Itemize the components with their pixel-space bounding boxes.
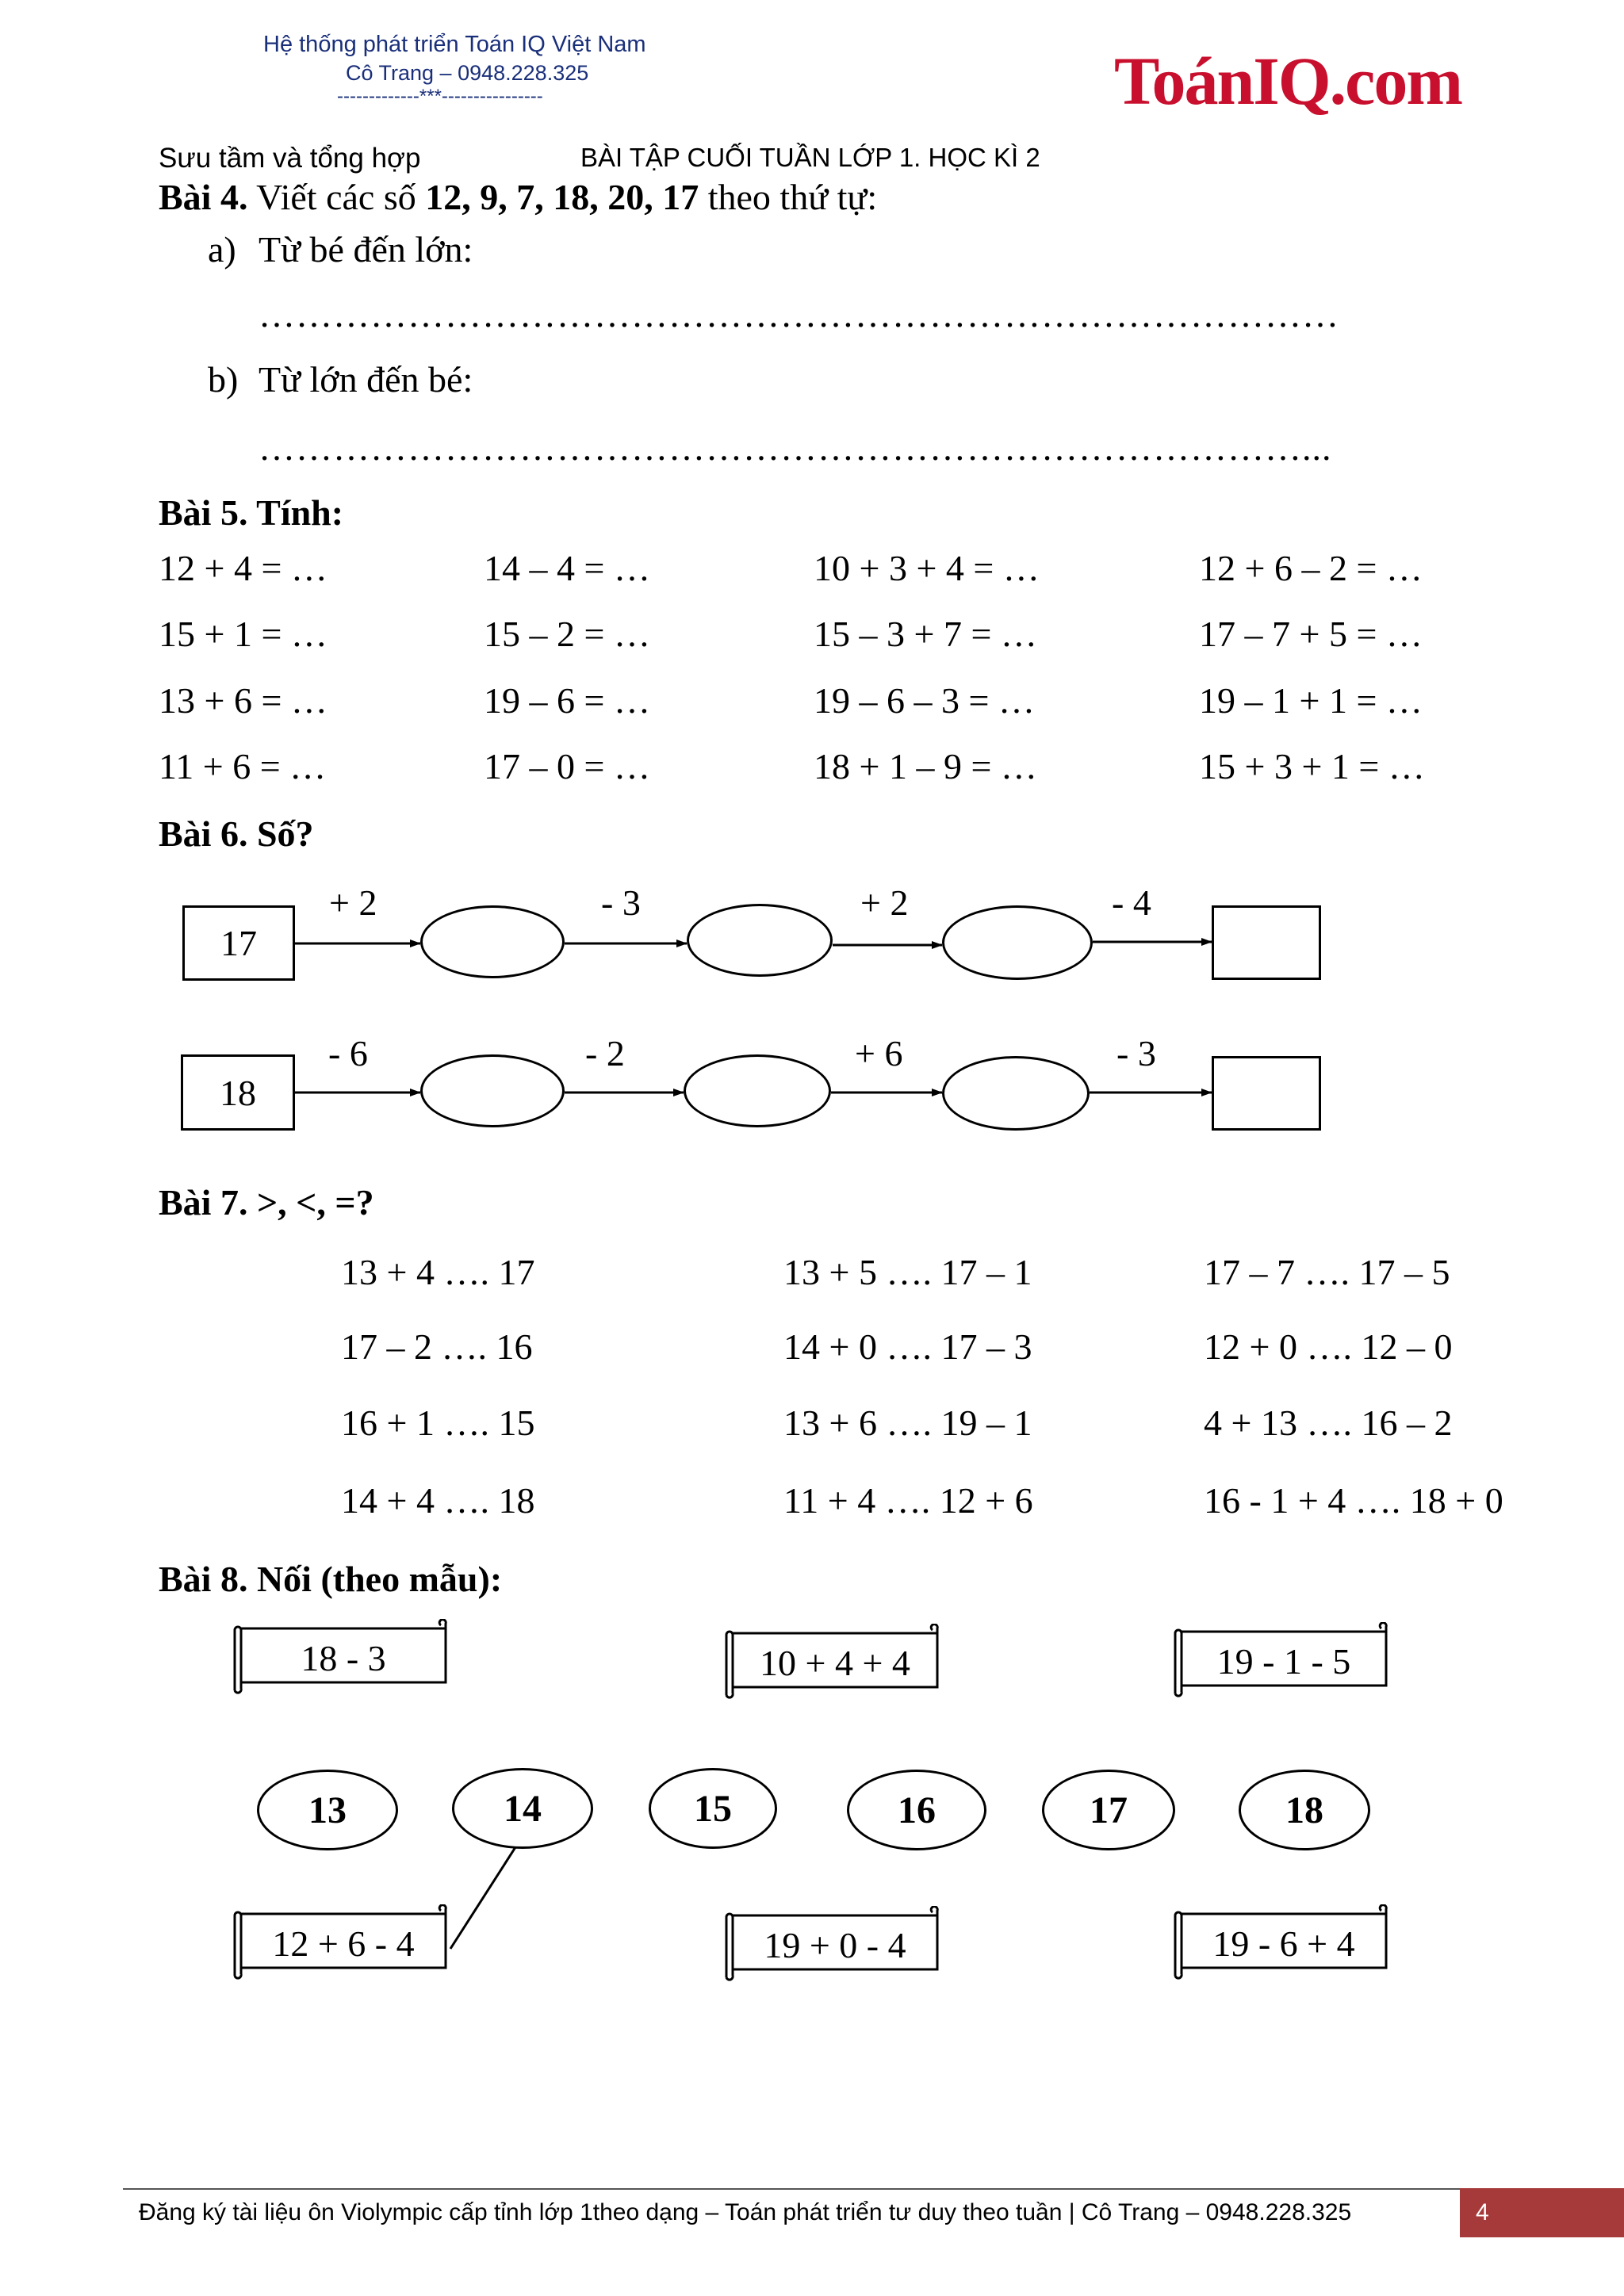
top-scroll-label: 18 - 3: [301, 1637, 386, 1678]
number-oval[interactable]: 18: [1239, 1770, 1370, 1850]
bai7-item[interactable]: 17 – 7 …. 17 – 5: [1204, 1252, 1450, 1292]
bai5-item: 15 + 1 = …: [159, 614, 327, 654]
chain2-op: - 3: [1116, 1033, 1156, 1073]
bai7-item[interactable]: 14 + 0 …. 17 – 3: [783, 1326, 1032, 1367]
bai5-item: 15 – 3 + 7 = …: [814, 614, 1037, 654]
page-number-badge: [1460, 2188, 1624, 2237]
top-scroll[interactable]: [230, 1619, 452, 1695]
chain1-start-box: 17: [182, 905, 295, 981]
bai7-item[interactable]: 14 + 4 …. 18: [341, 1480, 535, 1521]
bai4-b-label: b): [208, 359, 239, 400]
bai4-text-post: theo thứ tự:: [699, 177, 878, 217]
bai7-item[interactable]: 12 + 0 …. 12 – 0: [1204, 1326, 1453, 1367]
bottom-scroll-label: 12 + 6 - 4: [272, 1923, 415, 1964]
bai5-item: 15 – 2 = …: [484, 614, 650, 654]
number-oval[interactable]: 15: [649, 1768, 777, 1849]
footer: [0, 2188, 1624, 2237]
bai7-item[interactable]: 13 + 4 …. 17: [341, 1252, 535, 1292]
header-left-note: Sưu tầm và tổng hợp: [159, 143, 421, 174]
bai7-item[interactable]: 17 – 2 …. 16: [341, 1326, 533, 1367]
chain1-op: - 4: [1112, 882, 1151, 923]
bai4-a-text: Từ bé đến lớn:: [259, 229, 473, 270]
bai5-item: 19 – 6 – 3 = …: [814, 680, 1035, 721]
bai5-item: 12 + 6 – 2 = …: [1199, 548, 1423, 588]
bai4-b-answer-line[interactable]: …………………………………………………………………………...: [259, 427, 1332, 468]
logo-text: ToánIQ.com: [1114, 43, 1461, 119]
bai5-item: 19 – 6 = …: [484, 680, 650, 721]
bai5-item: 18 + 1 – 9 = …: [814, 746, 1037, 786]
chain1-op: - 3: [601, 882, 641, 923]
chain1-op: + 2: [860, 882, 909, 923]
bai7-item[interactable]: 16 - 1 + 4 …. 18 + 0: [1204, 1480, 1503, 1521]
number-oval[interactable]: 17: [1042, 1770, 1175, 1850]
bai8-title: Bài 8. Nối (theo mẫu):: [159, 1559, 503, 1599]
top-scroll-label: 19 - 1 - 5: [1216, 1640, 1351, 1682]
bai7-title: Bài 7. >, <, =?: [159, 1182, 374, 1223]
chain2-op: + 6: [855, 1033, 903, 1073]
bai5-item: 13 + 6 = …: [159, 680, 327, 721]
bai5-item: 14 – 4 = …: [484, 548, 650, 588]
footer-text: Đăng ký tài liệu ôn Violympic cấp tỉnh lớp 1theo dạng – Toán phát triển tư duy theo tuần | Cô Trang – 0948.228.325: [139, 2199, 1352, 2225]
bai5-item: 17 – 0 = …: [484, 746, 650, 786]
number-oval[interactable]: 16: [847, 1770, 986, 1850]
bai6-title: Bài 6. Số?: [159, 813, 314, 854]
chain2-op: - 6: [328, 1033, 368, 1073]
footer-rule: [123, 2188, 1460, 2190]
bottom-scroll-label: 19 + 0 - 4: [764, 1924, 906, 1965]
chain2-op: - 2: [585, 1033, 625, 1073]
bai5-item: 11 + 6 = …: [159, 746, 327, 786]
bai4-numbers: 12, 9, 7, 18, 20, 17: [425, 177, 699, 217]
header-divider: -------------***----------------: [337, 86, 543, 107]
bai7-item[interactable]: 13 + 6 …. 19 – 1: [783, 1402, 1032, 1443]
chain1-op: + 2: [329, 882, 377, 923]
header-center-title: BÀI TẬP CUỐI TUẦN LỚP 1. HỌC KÌ 2: [580, 143, 1040, 172]
bai4-a-label: a): [208, 229, 236, 270]
bai7-item[interactable]: 4 + 13 …. 16 – 2: [1204, 1402, 1453, 1443]
bottom-scroll-label: 19 - 6 + 4: [1212, 1923, 1355, 1964]
page-number: 4: [1476, 2199, 1489, 2225]
bai5-title: Bài 5. Tính:: [159, 492, 344, 533]
bai7-item[interactable]: 16 + 1 …. 15: [341, 1402, 535, 1443]
top-scroll-label: 10 + 4 + 4: [760, 1642, 910, 1683]
bai5-item: 12 + 4 = …: [159, 548, 327, 588]
bai5-item: 19 – 1 + 1 = …: [1199, 680, 1423, 721]
bottom-scroll[interactable]: [230, 1904, 452, 1980]
bai5-item: 17 – 7 + 5 = …: [1199, 614, 1423, 654]
bai5-item: 15 + 3 + 1 = …: [1199, 746, 1425, 786]
bai4-b-text: Từ lớn đến bé:: [259, 359, 473, 400]
number-oval[interactable]: 14: [452, 1768, 593, 1849]
bai4-label: Bài 4.: [159, 177, 248, 217]
header-org: Hệ thống phát triển Toán IQ Việt Nam: [263, 32, 646, 57]
bottom-scroll[interactable]: [722, 1906, 944, 1982]
bai7-item[interactable]: 13 + 5 …. 17 – 1: [783, 1252, 1032, 1292]
bai4-a-answer-line[interactable]: ……………………………………………………………………………: [259, 294, 1339, 335]
bottom-scroll[interactable]: [1170, 1904, 1392, 1980]
bai7-item[interactable]: 11 + 4 …. 12 + 6: [783, 1480, 1033, 1521]
number-oval[interactable]: 13: [257, 1770, 398, 1850]
bai5-item: 10 + 3 + 4 = …: [814, 548, 1040, 588]
bai4-text-pre: Viết các số: [247, 177, 426, 217]
chain2-start-box: 18: [181, 1054, 295, 1131]
header-contact: Cô Trang – 0948.228.325: [346, 61, 589, 85]
top-scroll[interactable]: [1170, 1622, 1392, 1698]
top-scroll[interactable]: [722, 1624, 944, 1700]
